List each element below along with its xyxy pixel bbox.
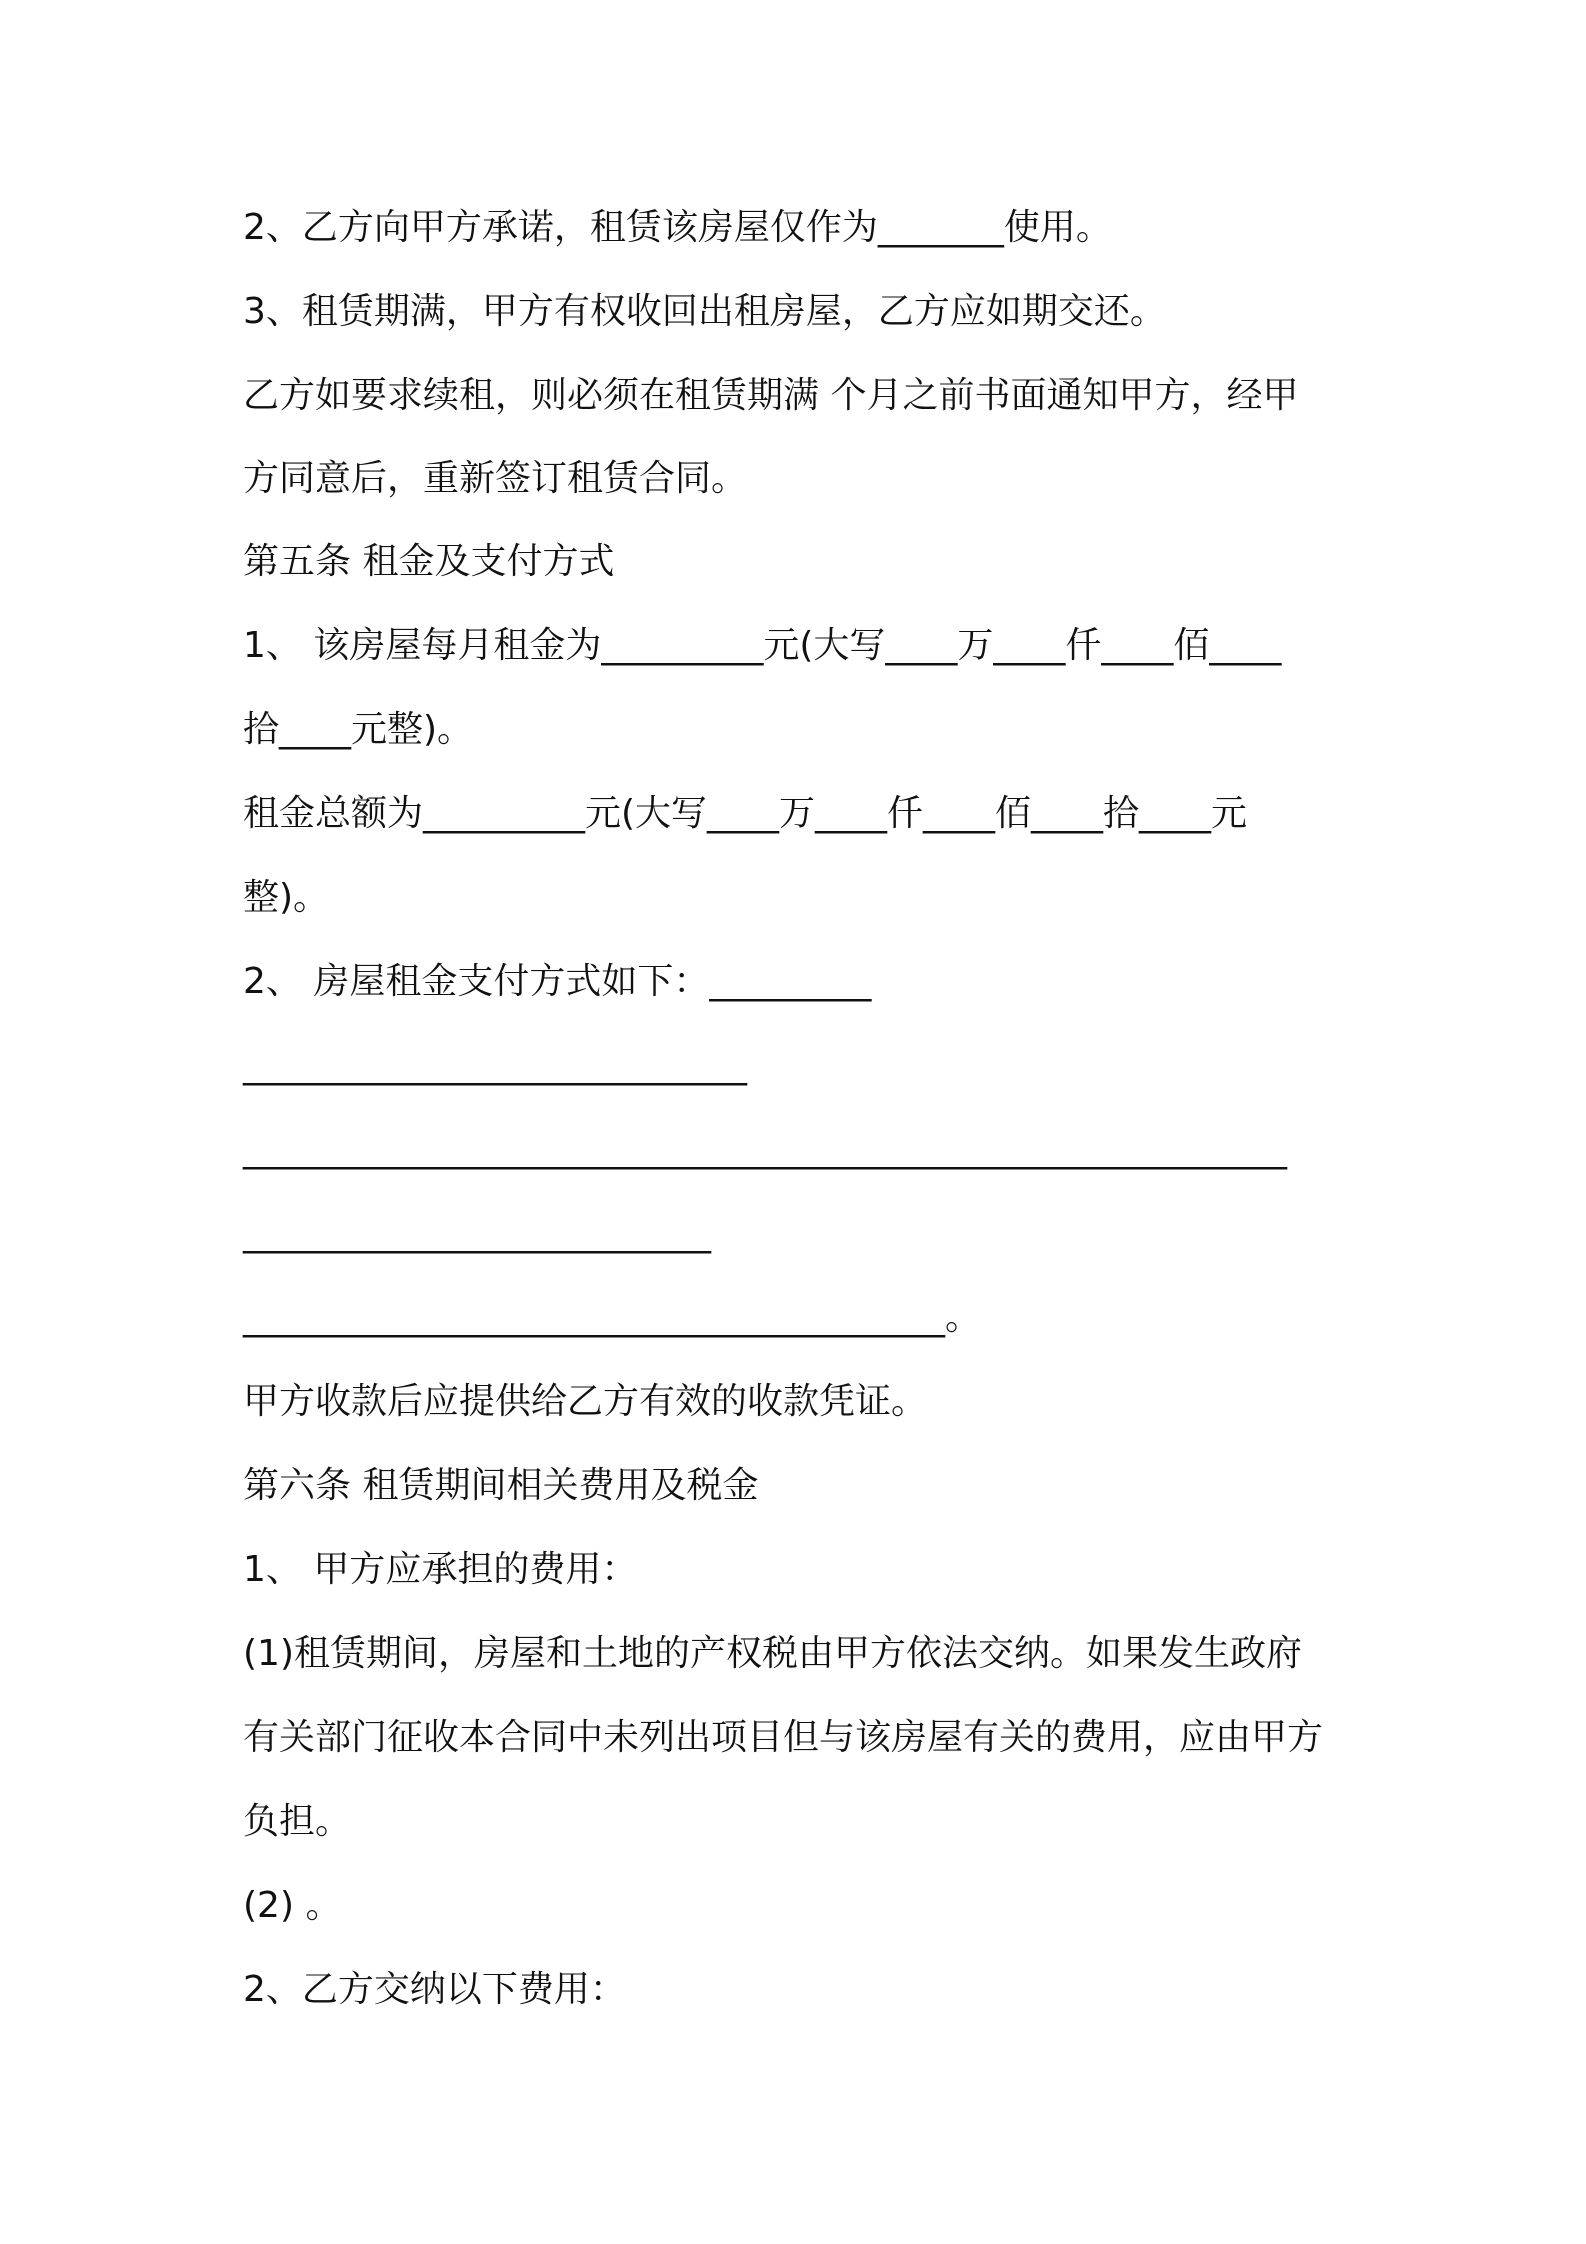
receipt-line: 甲方收款后应提供给乙方有效的收款凭证。: [243, 1381, 928, 1422]
payment-method-line: 2、 房屋租金支付方式如下：_________: [243, 961, 872, 1002]
total-rent-line-1: 租金总额为_________元(大写____万____仟____佰____拾____元: [243, 793, 1248, 834]
blank-line-3: __________________________: [243, 1213, 711, 1254]
total-rent-line-2: 整)。: [243, 877, 330, 918]
monthly-rent-line-2: 拾____元整)。: [243, 709, 474, 750]
clause-4-item-2: 2、乙方向甲方承诺，租赁该房屋仅作为_______使用。: [243, 207, 1112, 248]
blank-line-2: __________________________________________________________: [243, 1129, 1287, 1170]
party-b-costs-heading: 2、乙方交纳以下费用：: [243, 1969, 626, 2010]
renewal-paragraph-line-1: 乙方如要求续租，则必须在租赁期满 个月之前书面通知甲方，经甲: [243, 375, 1299, 416]
renewal-paragraph-line-2: 方同意后，重新签订租赁合同。: [243, 458, 748, 499]
article-5-heading: 第五条 租金及支付方式: [243, 541, 615, 582]
monthly-rent-line-1: 1、 该房屋每月租金为_________元(大写____万____仟____佰____: [243, 625, 1282, 666]
party-a-cost-1-line-1: (1)租赁期间，房屋和土地的产权税由甲方依法交纳。如果发生政府: [243, 1633, 1302, 1674]
party-a-costs-heading: 1、 甲方应承担的费用：: [243, 1549, 638, 1590]
party-a-cost-1-line-2: 有关部门征收本合同中未列出项目但与该房屋有关的费用，应由甲方: [243, 1717, 1324, 1758]
blank-line-4: _______________________________________。: [243, 1297, 981, 1338]
article-6-heading: 第六条 租赁期间相关费用及税金: [243, 1465, 759, 1506]
clause-4-item-3: 3、租赁期满，甲方有权收回出租房屋，乙方应如期交还。: [243, 291, 1166, 332]
party-a-cost-2: (2) 。: [243, 1885, 342, 1926]
blank-line-1: ____________________________: [243, 1045, 747, 1086]
party-a-cost-1-line-3: 负担。: [243, 1801, 352, 1842]
